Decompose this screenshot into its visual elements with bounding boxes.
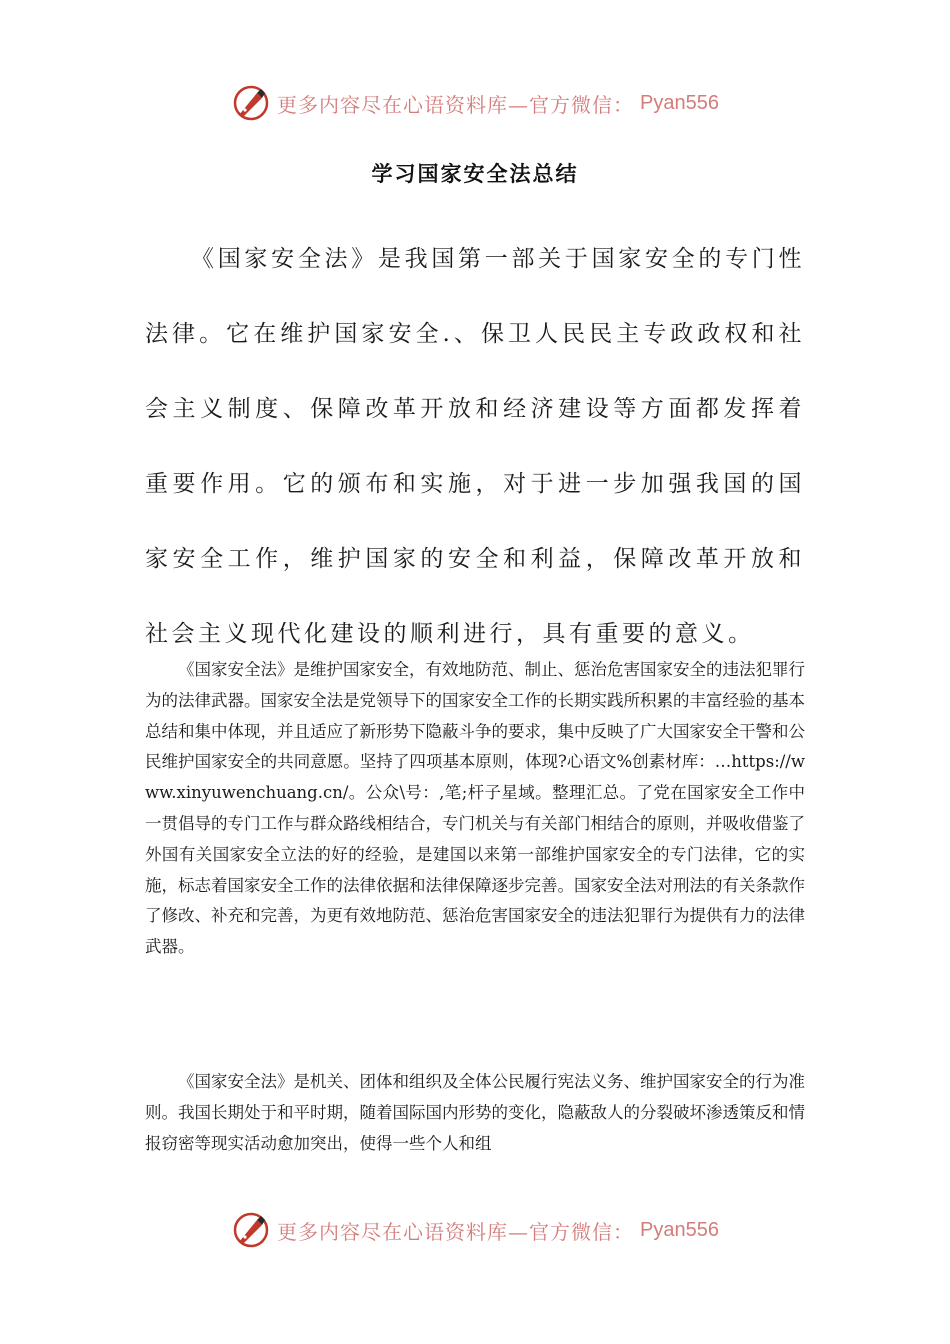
pen-nib-circle-icon (231, 83, 271, 123)
lead-paragraph: 《国家安全法》是我国第一部关于国家安全的专门性法律。它在维护国家安全.、保卫人民民主专政政权和社会主义制度、保障改革开放和经济建设等方面都发挥着重要作用。它的颁布和实施，对于进一步加强我国的国家安全工作，维护国家的安全和利益，保障改革开放和社会主义现代化建设的顺利进行，具有重要的意义。 (145, 246, 805, 647)
watermark-text: 更多内容尽在心语资料库—官方微信： (277, 92, 635, 117)
body-paragraph: 《国家安全法》是机关、团体和组织及全体公民履行宪法义务、维护国家安全的行为准则。我国长期处于和平时期，随着国际国内形势的变化，隐蔽敌人的分裂破坏渗透策反和情报窃密等现实活动愈加突出，使得一些个人和组 (145, 1072, 805, 1153)
pen-nib-circle-icon (231, 1210, 271, 1250)
watermark-wechat-id: Pyan556 (640, 91, 719, 114)
watermark-banner-bottom (0, 1209, 950, 1251)
watermark-text: 更多内容尽在心语资料库—官方微信： (277, 1219, 635, 1244)
watermark-banner-top (0, 82, 950, 124)
watermark-wechat-id: Pyan556 (640, 1218, 719, 1241)
document-title: 学习国家安全法总结 (371, 162, 579, 186)
body-paragraph: 《国家安全法》是维护国家安全，有效地防范、制止、惩治危害国家安全的违法犯罪行为的法律武器。国家安全法是党领导下的国家安全工作的长期实践所积累的丰富经验的基本总结和集中体现，并且适应了新形势下隐蔽斗争的要求，集中反映了广大国家安全干警和公民维护国家安全的共同意愿。坚持了四项基本原则，体现?心语文%创素材库：…https://www.xinyuwenchuang.cn/。公众\号：,笔;杆子星域。整理汇总。了党在国家安全工作中一贯倡导的专门工作与群众路线相结合，专门机关与有关部门相结合的原则，并吸收借鉴了外国有关国家安全立法的好的经验，是建国以来第一部维护国家安全的专门法律，它的实施，标志着国家安全工作的法律依据和法律保障逐步完善。国家安全法对刑法的有关条款作了修改、补充和完善，为更有效地防范、惩治危害国家安全的违法犯罪行为提供有力的法律武器。 (145, 660, 805, 957)
